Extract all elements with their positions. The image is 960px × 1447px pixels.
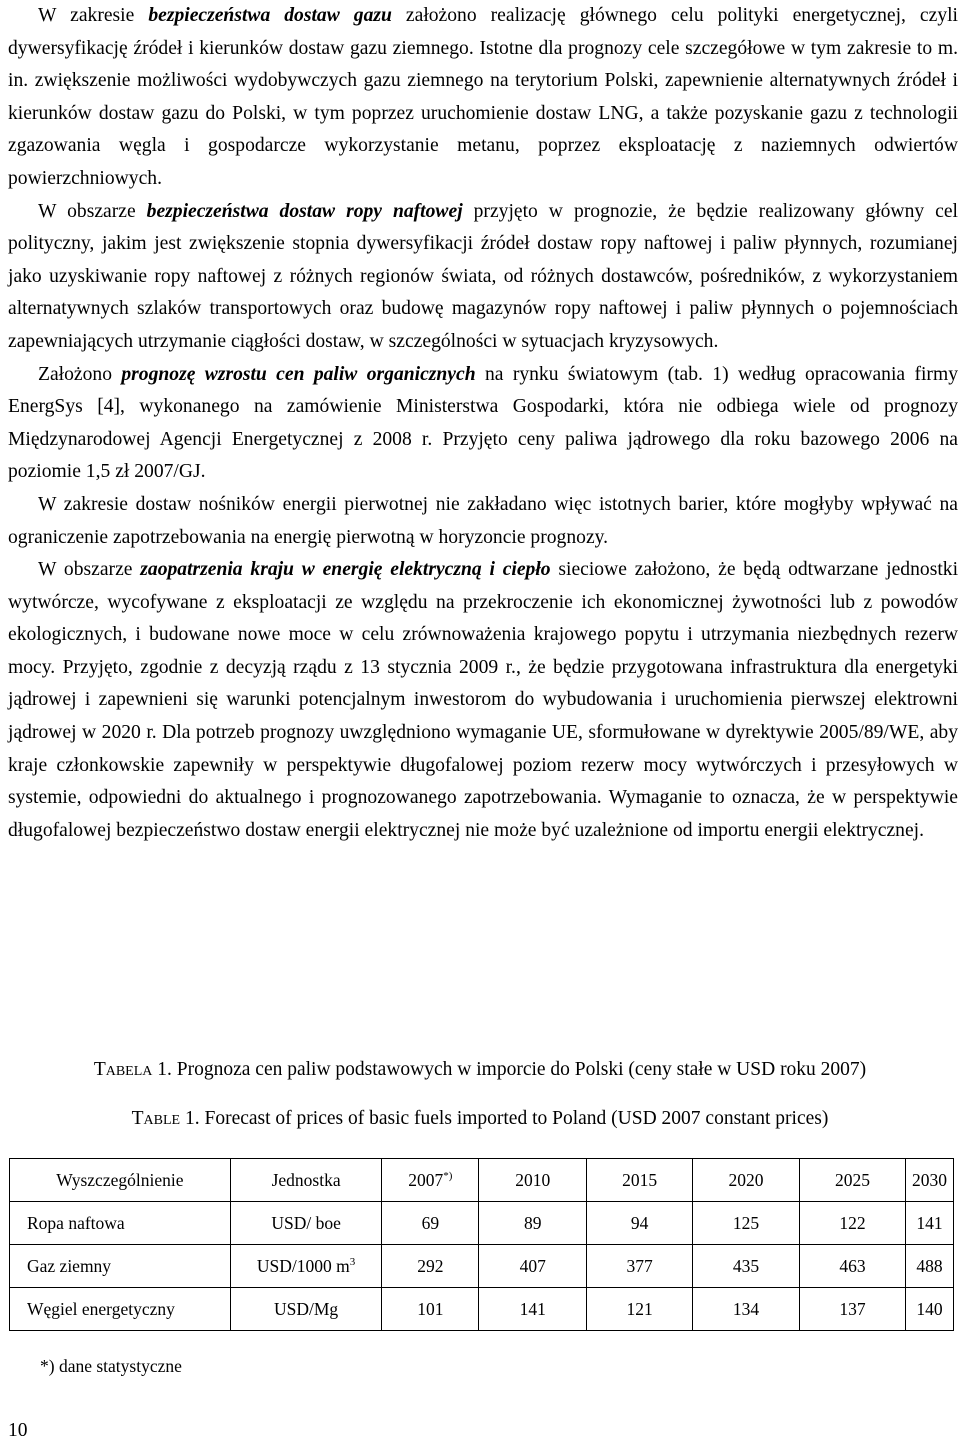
unit-text: USD/1000 m xyxy=(256,1255,350,1276)
value-cell: 137 xyxy=(800,1288,906,1331)
value-cell: 463 xyxy=(800,1245,906,1288)
value-cell: 435 xyxy=(693,1245,800,1288)
table-caption-english xyxy=(0,1107,960,1131)
footnote: *) dane statystyczne xyxy=(40,1356,182,1376)
value-cell: 140 xyxy=(906,1288,954,1331)
row-label-cell: Gaz ziemny xyxy=(10,1245,231,1288)
emphasized-text: prognozę wzrostu cen paliw organicznych xyxy=(121,363,476,385)
text-run: założono realizację głównego celu polityki energetycznej, czyli dywersyfikację źródeł i kierunków dostaw gazu ziemnego. Istotne dla prognozy cele szczegółowe w tym zakresie to m. in. zwiększenie możliwości wydobywczych gazu ziemnego na terytorium Polski, zapewnienie alternatywnych źródeł i kierunków dostaw gazu do Polski, w tym poprzez uruchomienie dostaw LNG, a także pozyskanie gazu z technologii zgazowania węgla i gospodarcze wykorzystanie metanu, poprzez eksploatację z naziemnych odwiertów powierzchniowych. xyxy=(8,5,958,189)
value-cell: 488 xyxy=(906,1245,954,1288)
paragraph xyxy=(8,554,958,847)
header-cell: 2030 xyxy=(906,1159,954,1202)
table-row xyxy=(10,1288,954,1331)
value-cell: 69 xyxy=(382,1202,479,1245)
value-cell: 141 xyxy=(906,1202,954,1245)
value-cell: 377 xyxy=(587,1245,693,1288)
unit-cell xyxy=(230,1288,382,1331)
value-cell: 141 xyxy=(479,1288,587,1331)
table-caption-polish xyxy=(0,1058,960,1082)
value-cell: 122 xyxy=(800,1202,906,1245)
value-cell: 134 xyxy=(693,1288,800,1331)
table-row xyxy=(10,1202,954,1245)
unit-text: USD/Mg xyxy=(273,1298,339,1319)
paragraph xyxy=(8,489,958,554)
paragraph xyxy=(8,196,958,359)
emphasized-text: bezpieczeństwa dostaw gazu xyxy=(148,5,392,26)
value-cell: 89 xyxy=(479,1202,587,1245)
value-cell: 125 xyxy=(693,1202,800,1245)
value-cell: 101 xyxy=(382,1288,479,1331)
header-year: 2007 xyxy=(408,1169,444,1190)
text-run: W zakresie xyxy=(38,5,149,26)
table-body xyxy=(10,1202,954,1331)
unit-superscript: 3 xyxy=(349,1255,356,1268)
emphasized-text: bezpieczeństwa dostaw ropy naftowej xyxy=(146,200,463,222)
text-run: sieciowe założono, że będą odtwarzane jednostki wytwórcze, wycofywane z eksploatacji ze względu na przekroczenie ich ekonomicznej żywotności lub z powodów ekologicznych, i budowane nowe moce w celu zrównoważenia krajowego popytu i utrzymania niezbędnych rezerw mocy. Przyjęto, zgodnie z decyzją rządu z 13 stycznia 2009 r., że będzie przygotowana infrastruktura dla energetyki jądrowej i zapewnieni się warunki potencjalnym inwestorom do wybudowania i uruchomienia pierwszej elektrowni jądrowej w 2020 r. Dla potrzeb prognozy uwzględniono wymaganie UE, sformułowane w dyrektywie 2005/89/WE, aby kraje członkowskie zapewniły w perspektywie długofalowej poziom rezerw mocy wytwórczych i przesyłowych w systemie, odpowiedni do aktualnego i prognozowanego zapotrzebowania. Wymaganie to oznacza, że w perspektywie długofalowej bezpieczeństwo dostaw energii elektrycznej nie może być uzależnione od importu energii elektrycznej. xyxy=(8,559,959,841)
text-run: przyjęto w prognozie, że będzie realizowany główny cel polityczny, jakim jest zwiększenie stopnia dywersyfikacji źródeł dostaw ropy naftowej i paliw płynnych, rozumianej jako uzyskiwanie ropy naftowej z różnych regionów świata, od różnych dostawców, pośredników, z wykorzystaniem alternatywnych szlaków transportowych oraz budowę magazynów ropy naftowej i paliw płynnych o pojemnościach zapewniających utrzymanie ciągłości dostaw, w szczególności w sytuacjach kryzysowych. xyxy=(8,200,958,352)
text-run: W zakresie dostaw nośników energii pierwotnej nie zakładano więc istotnych barier, które mogłyby wpływać na ograniczenie zapotrzebowania na energię pierwotną w horyzoncie prognozy. xyxy=(8,493,958,548)
table-row xyxy=(10,1245,954,1288)
text-run: W obszarze xyxy=(38,559,141,581)
header-cell: 2020 xyxy=(693,1159,800,1202)
footnote-marker: *) xyxy=(443,1169,453,1182)
header-cell: Wyszczególnienie xyxy=(10,1159,231,1202)
row-label-cell: Ropa naftowa xyxy=(10,1202,231,1245)
paragraph xyxy=(8,359,958,489)
header-cell: 2010 xyxy=(479,1159,587,1202)
unit-cell xyxy=(230,1202,382,1245)
header-cell: Jednostka xyxy=(230,1159,382,1202)
row-label-cell: Węgiel energetyczny xyxy=(10,1288,231,1331)
value-cell: 121 xyxy=(587,1288,693,1331)
body-text xyxy=(8,0,958,847)
caption-label: Table 1. xyxy=(131,1108,200,1129)
caption-text: Prognoza cen paliw podstawowych w imporcie do Polski (ceny stałe w USD roku 2007) xyxy=(176,1059,867,1080)
header-cell: 2025 xyxy=(800,1159,906,1202)
header-cell xyxy=(382,1159,479,1202)
table-header-row xyxy=(10,1159,954,1202)
caption-text: Forecast of prices of basic fuels imported to Poland (USD 2007 constant prices) xyxy=(204,1108,829,1129)
header-cell: 2015 xyxy=(587,1159,693,1202)
text-run: na rynku światowym (tab. 1) według opracowania firmy EnergSys [4], wykonanego na zamówienie Ministerstwa Gospodarki, która nie odbiega wiele od prognozy Międzynarodowej Agencji Energetycznej z 2008 r. Przyjęto ceny paliwa jądrowego dla roku bazowego 2006 na poziomie 1,5 zł 2007/GJ. xyxy=(8,363,958,483)
value-cell: 94 xyxy=(587,1202,693,1245)
caption-label: Tabela 1. xyxy=(93,1059,172,1080)
unit-cell xyxy=(230,1245,382,1288)
value-cell: 407 xyxy=(479,1245,587,1288)
text-run: Założono xyxy=(38,363,122,385)
text-run: W obszarze xyxy=(38,200,147,222)
emphasized-text: zaopatrzenia kraju w energię elektryczną i ciepło xyxy=(140,559,551,581)
paragraph xyxy=(8,0,958,196)
unit-text: USD/ boe xyxy=(271,1212,341,1233)
value-cell: 292 xyxy=(382,1245,479,1288)
fuel-price-table xyxy=(9,1158,954,1331)
page-number: 10 xyxy=(8,1420,28,1441)
